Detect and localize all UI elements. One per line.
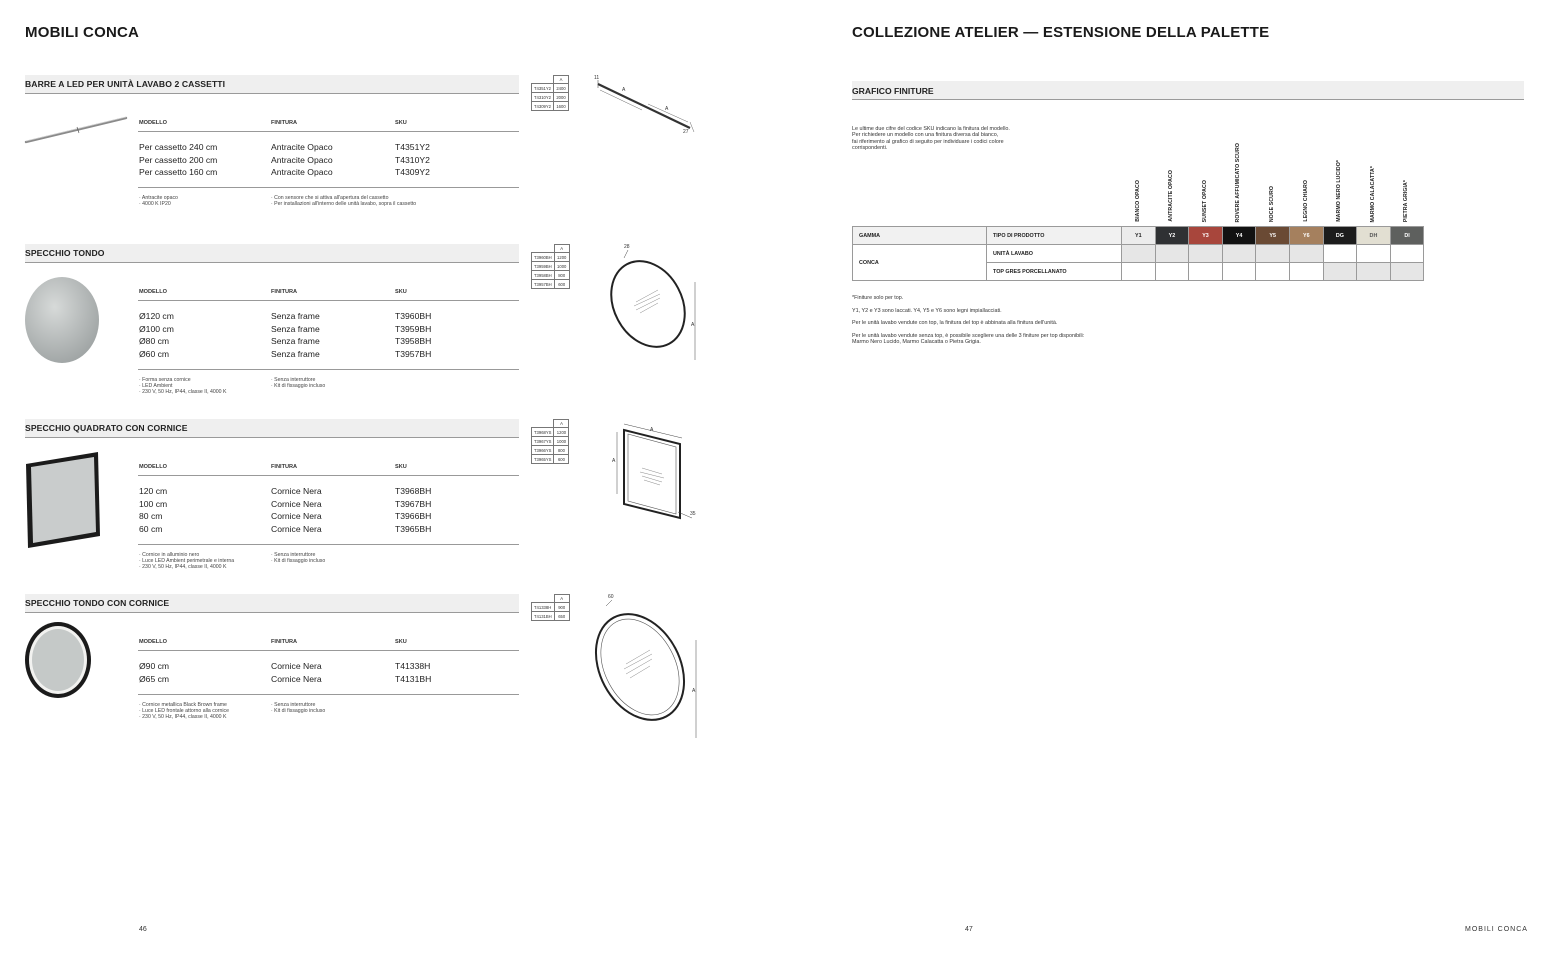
- row-finish: Antracite Opaco: [271, 167, 333, 177]
- row-finish: Antracite Opaco: [271, 155, 333, 165]
- availability-cell: [1222, 245, 1256, 263]
- dim-sku: T3957BH: [532, 280, 555, 289]
- row-sku: T3959BH: [395, 324, 432, 334]
- drawing-label: A: [622, 87, 626, 93]
- dim-value: 600: [554, 280, 569, 289]
- row-model: Ø60 cm: [139, 349, 170, 359]
- drawing-label: A: [691, 322, 695, 328]
- row-sku: T3967BH: [395, 499, 432, 509]
- spec-notes-right: · Con sensore che si attiva all'apertura del cassetto · Per installazioni all'interno delle unità lavabo, sopra il cassetto: [271, 195, 417, 208]
- footnote: Y1, Y2 e Y3 sono laccati. Y4, Y5 e Y6 sono legni impiallacciati.: [852, 308, 1002, 314]
- table-rule: [138, 131, 519, 132]
- table-rule: [138, 694, 519, 695]
- row-sku: T3968BH: [395, 486, 432, 496]
- finish-swatch-y3: Y3: [1189, 227, 1223, 245]
- col-header-finitura: FINITURA: [271, 120, 298, 126]
- finish-swatch-y6: Y6: [1289, 227, 1323, 245]
- row-model: Ø65 cm: [139, 674, 170, 684]
- table-rule: [138, 300, 519, 301]
- col-header-finitura: FINITURA: [271, 464, 298, 470]
- dimension-table: [531, 594, 570, 621]
- dim-value: 1600: [554, 102, 569, 111]
- row-finish: Senza frame: [271, 324, 320, 334]
- availability-cell: [1122, 245, 1156, 263]
- row-model: Per cassetto 200 cm: [139, 155, 218, 165]
- finish-label: [1121, 127, 1154, 222]
- finish-label: [1390, 127, 1423, 222]
- dim-value: 800: [554, 446, 569, 455]
- row-finish: Senza frame: [271, 311, 320, 321]
- row-model: 100 cm: [139, 499, 168, 509]
- round-framed-mirror-image: [24, 620, 94, 700]
- dim-sku: T3959BH: [532, 262, 555, 271]
- section-title: SPECCHIO TONDO: [25, 248, 105, 258]
- finish-label: [1255, 127, 1288, 222]
- row-model: Ø80 cm: [139, 336, 170, 346]
- row-finish: Cornice Nera: [271, 486, 322, 496]
- finish-name: MARMO CALACATTA*: [1369, 165, 1376, 222]
- col-header-modello: MODELLO: [139, 289, 167, 295]
- availability-cell: [1357, 263, 1391, 281]
- finish-label: [1289, 127, 1322, 222]
- row-sku: T3965BH: [395, 524, 432, 534]
- finish-chart-table: [852, 226, 1424, 281]
- dim-sku: T3958BH: [532, 271, 555, 280]
- dim-value: 650: [554, 612, 569, 621]
- row-model: Per cassetto 240 cm: [139, 142, 218, 152]
- row-finish: Cornice Nera: [271, 674, 322, 684]
- finish-swatch-di: DI: [1390, 227, 1424, 245]
- col-header-modello: MODELLO: [139, 120, 167, 126]
- row-model: Ø100 cm: [139, 324, 174, 334]
- section-header-round-framed-mirror: [25, 594, 519, 613]
- drawing-label: 28: [624, 244, 630, 250]
- page-title-left: MOBILI CONCA: [25, 24, 140, 41]
- table-rule: [138, 187, 519, 188]
- dim-sku: T4351Y2: [532, 84, 554, 93]
- drawing-label: A: [692, 688, 696, 694]
- row-finish: Cornice Nera: [271, 499, 322, 509]
- footnote: Per le unità lavabo vendute con top, la finitura del top è abbinata alla finitura dell'unità.: [852, 320, 1058, 326]
- row-model: Ø120 cm: [139, 311, 174, 321]
- row-finish: Antracite Opaco: [271, 142, 333, 152]
- dim-value: 1000: [554, 262, 569, 271]
- availability-cell: [1189, 263, 1223, 281]
- finish-swatch-y2: Y2: [1155, 227, 1189, 245]
- page-number-left: 46: [139, 926, 147, 933]
- finish-swatch-y1: Y1: [1122, 227, 1156, 245]
- drawing-label: 27: [683, 129, 689, 135]
- finish-name: SUNSET OPACO: [1201, 179, 1208, 222]
- availability-cell: [1155, 263, 1189, 281]
- row-model: Per cassetto 160 cm: [139, 167, 218, 177]
- section-title: BARRE A LED PER UNITÀ LAVABO 2 CASSETTI: [25, 79, 226, 89]
- square-mirror-image: [24, 450, 102, 550]
- dim-header: A: [554, 76, 569, 84]
- dimension-table: [531, 419, 569, 464]
- drawing-label: A: [612, 458, 616, 464]
- dim-sku: T4309Y2: [532, 102, 554, 111]
- led-bar-technical-drawing: [590, 70, 705, 136]
- availability-cell: [1323, 263, 1357, 281]
- col-header-sku: SKU: [395, 639, 407, 645]
- page-title-right: COLLEZIONE ATELIER — ESTENSIONE DELLA PALETTE: [852, 24, 1270, 41]
- row-sku: T4309Y2: [395, 167, 430, 177]
- row-finish: Cornice Nera: [271, 661, 322, 671]
- finish-label: [1188, 127, 1221, 222]
- finish-swatch-y4: Y4: [1222, 227, 1256, 245]
- availability-cell: [1357, 245, 1391, 263]
- availability-cell: [1222, 263, 1256, 281]
- dim-header: A: [554, 595, 569, 603]
- header-gamma: GAMMA: [853, 227, 987, 245]
- dim-header: A: [554, 245, 569, 253]
- dim-sku: T3965YS: [532, 455, 554, 464]
- row-sku: T3957BH: [395, 349, 432, 359]
- spec-notes-left: · Cornice in alluminio nero · Luce LED Ambient perimetrale e interna · 230 V, 50 Hz, IP44, classe II, 4000 K: [139, 552, 235, 571]
- dim-header: A: [554, 420, 569, 428]
- availability-cell: [1256, 245, 1290, 263]
- table-rule: [138, 369, 519, 370]
- square-mirror-technical-drawing: [608, 418, 700, 524]
- drawing-label: 60: [608, 594, 614, 600]
- section-title: SPECCHIO TONDO CON CORNICE: [25, 598, 170, 608]
- round-framed-mirror-technical-drawing: [590, 592, 702, 742]
- dim-value: 2000: [554, 93, 569, 102]
- col-header-finitura: FINITURA: [271, 639, 298, 645]
- finish-intro-text: Le ultime due cifre del codice SKU indicano la finitura del modello. Per richiedere un modello con una finitura diversa dal bianco, fai riferimento al grafico di seguito per individuare i codici colore corrispondenti.: [852, 126, 1010, 152]
- finish-label: [1356, 127, 1389, 222]
- table-rule: [138, 544, 519, 545]
- drawing-label: 35: [690, 511, 696, 517]
- finish-swatch-dg: DG: [1323, 227, 1357, 245]
- row-sku: T3960BH: [395, 311, 432, 321]
- finish-label: [1155, 127, 1188, 222]
- footnote: *Finiture solo per top.: [852, 295, 904, 301]
- section-title: SPECCHIO QUADRATO CON CORNICE: [25, 423, 188, 433]
- finish-name: ROVERE AFFUMICATO SCURO: [1235, 142, 1242, 222]
- section-header-led-bars: [25, 75, 519, 94]
- spec-notes-right: · Senza interruttore · Kit di fissaggio incluso: [271, 377, 326, 390]
- dim-value: 1200: [554, 428, 569, 437]
- dim-sku: T4131BH: [532, 612, 555, 621]
- product-type: TOP GRES PORCELLANATO: [987, 263, 1122, 281]
- round-mirror-image: [24, 275, 102, 365]
- row-model: Ø90 cm: [139, 661, 170, 671]
- range-name: CONCA: [853, 245, 987, 281]
- dim-sku: T4310Y2: [532, 93, 554, 102]
- section-header-square-mirror: [25, 419, 519, 438]
- availability-cell: [1189, 245, 1223, 263]
- row-sku: T41338H: [395, 661, 431, 671]
- footnote: Per le unità lavabo vendute senza top, è possibile scegliere una delle 3 finiture per top disponibili: Marmo Nero Lucido, Marmo Calacatta o Pietra Grigia.: [852, 333, 1085, 346]
- finish-name: LEGNO CHIARO: [1302, 180, 1309, 222]
- dim-sku: T3960BH: [532, 253, 555, 262]
- spec-notes-left: · Antracite opaco · 4000 K IP20: [139, 195, 178, 208]
- dim-value: 900: [554, 603, 569, 612]
- dimension-table: [531, 75, 569, 111]
- row-finish: Senza frame: [271, 336, 320, 346]
- col-header-sku: SKU: [395, 464, 407, 470]
- row-sku: T4351Y2: [395, 142, 430, 152]
- availability-cell: [1289, 245, 1323, 263]
- finish-swatch-y5: Y5: [1256, 227, 1290, 245]
- spec-notes-left: · Forma senza cornice · LED Ambient · 230 V, 50 Hz, IP44, classe II, 4000 K: [139, 377, 227, 396]
- finish-name: MARMO NERO LUCIDO*: [1336, 160, 1343, 222]
- finish-label: [1323, 127, 1356, 222]
- dim-value: 600: [554, 455, 569, 464]
- round-mirror-technical-drawing: [600, 240, 705, 368]
- dim-sku: T3967YS: [532, 437, 554, 446]
- section-title: GRAFICO FINITURE: [852, 86, 934, 96]
- drawing-label: A: [665, 106, 669, 112]
- product-type: UNITÀ LAVABO: [987, 245, 1122, 263]
- spec-notes-right: · Senza interruttore · Kit di fissaggio incluso: [271, 702, 326, 715]
- col-header-sku: SKU: [395, 289, 407, 295]
- dimension-table: [531, 244, 570, 289]
- section-header-round-mirror: [25, 244, 519, 263]
- availability-cell: [1323, 245, 1357, 263]
- row-sku: T3966BH: [395, 511, 432, 521]
- row-model: 80 cm: [139, 511, 163, 521]
- row-sku: T4310Y2: [395, 155, 430, 165]
- dim-sku: T3966YS: [532, 446, 554, 455]
- spec-notes-left: · Cornice metallica Black Brown frame · Luce LED frontale attorno alla cornice · 230 V, 50 Hz, IP44, classe II, 4000 K: [139, 702, 229, 721]
- dim-value: 800: [554, 271, 569, 280]
- finish-swatch-dh: DH: [1357, 227, 1391, 245]
- availability-cell: [1122, 263, 1156, 281]
- page-number-right: 47: [965, 926, 973, 933]
- col-header-modello: MODELLO: [139, 639, 167, 645]
- row-sku: T3958BH: [395, 336, 432, 346]
- finish-name: BIANCO OPACO: [1134, 180, 1141, 222]
- section-header-finish-chart: [852, 81, 1524, 100]
- availability-cell: [1390, 263, 1424, 281]
- availability-cell: [1390, 245, 1424, 263]
- row-model: 120 cm: [139, 486, 168, 496]
- row-finish: Senza frame: [271, 349, 320, 359]
- finish-name: NOCE SCURO: [1268, 185, 1275, 222]
- availability-cell: [1256, 263, 1290, 281]
- dim-value: 1200: [554, 253, 569, 262]
- led-bar-image: [24, 114, 130, 146]
- finish-label: [1222, 127, 1255, 222]
- table-rule: [138, 475, 519, 476]
- finish-name: ANTRACITE OPACO: [1168, 170, 1175, 222]
- col-header-sku: SKU: [395, 120, 407, 126]
- table-rule: [138, 650, 519, 651]
- dim-sku: T3968YS: [532, 428, 554, 437]
- availability-cell: [1155, 245, 1189, 263]
- finish-name: PIETRA GRIGIA*: [1403, 179, 1410, 222]
- availability-cell: [1289, 263, 1323, 281]
- drawing-label: A: [650, 427, 654, 433]
- row-finish: Cornice Nera: [271, 524, 322, 534]
- row-finish: Cornice Nera: [271, 511, 322, 521]
- col-header-finitura: FINITURA: [271, 289, 298, 295]
- col-header-modello: MODELLO: [139, 464, 167, 470]
- header-product-type: TIPO DI PRODOTTO: [987, 227, 1122, 245]
- dim-value: 2400: [554, 84, 569, 93]
- spec-notes-right: · Senza interruttore · Kit di fissaggio incluso: [271, 552, 326, 565]
- dim-value: 1000: [554, 437, 569, 446]
- row-sku: T4131BH: [395, 674, 432, 684]
- running-footer: MOBILI CONCA: [1465, 926, 1528, 933]
- row-model: 60 cm: [139, 524, 163, 534]
- drawing-label: 11: [594, 75, 600, 81]
- dim-sku: T41338H: [532, 603, 555, 612]
